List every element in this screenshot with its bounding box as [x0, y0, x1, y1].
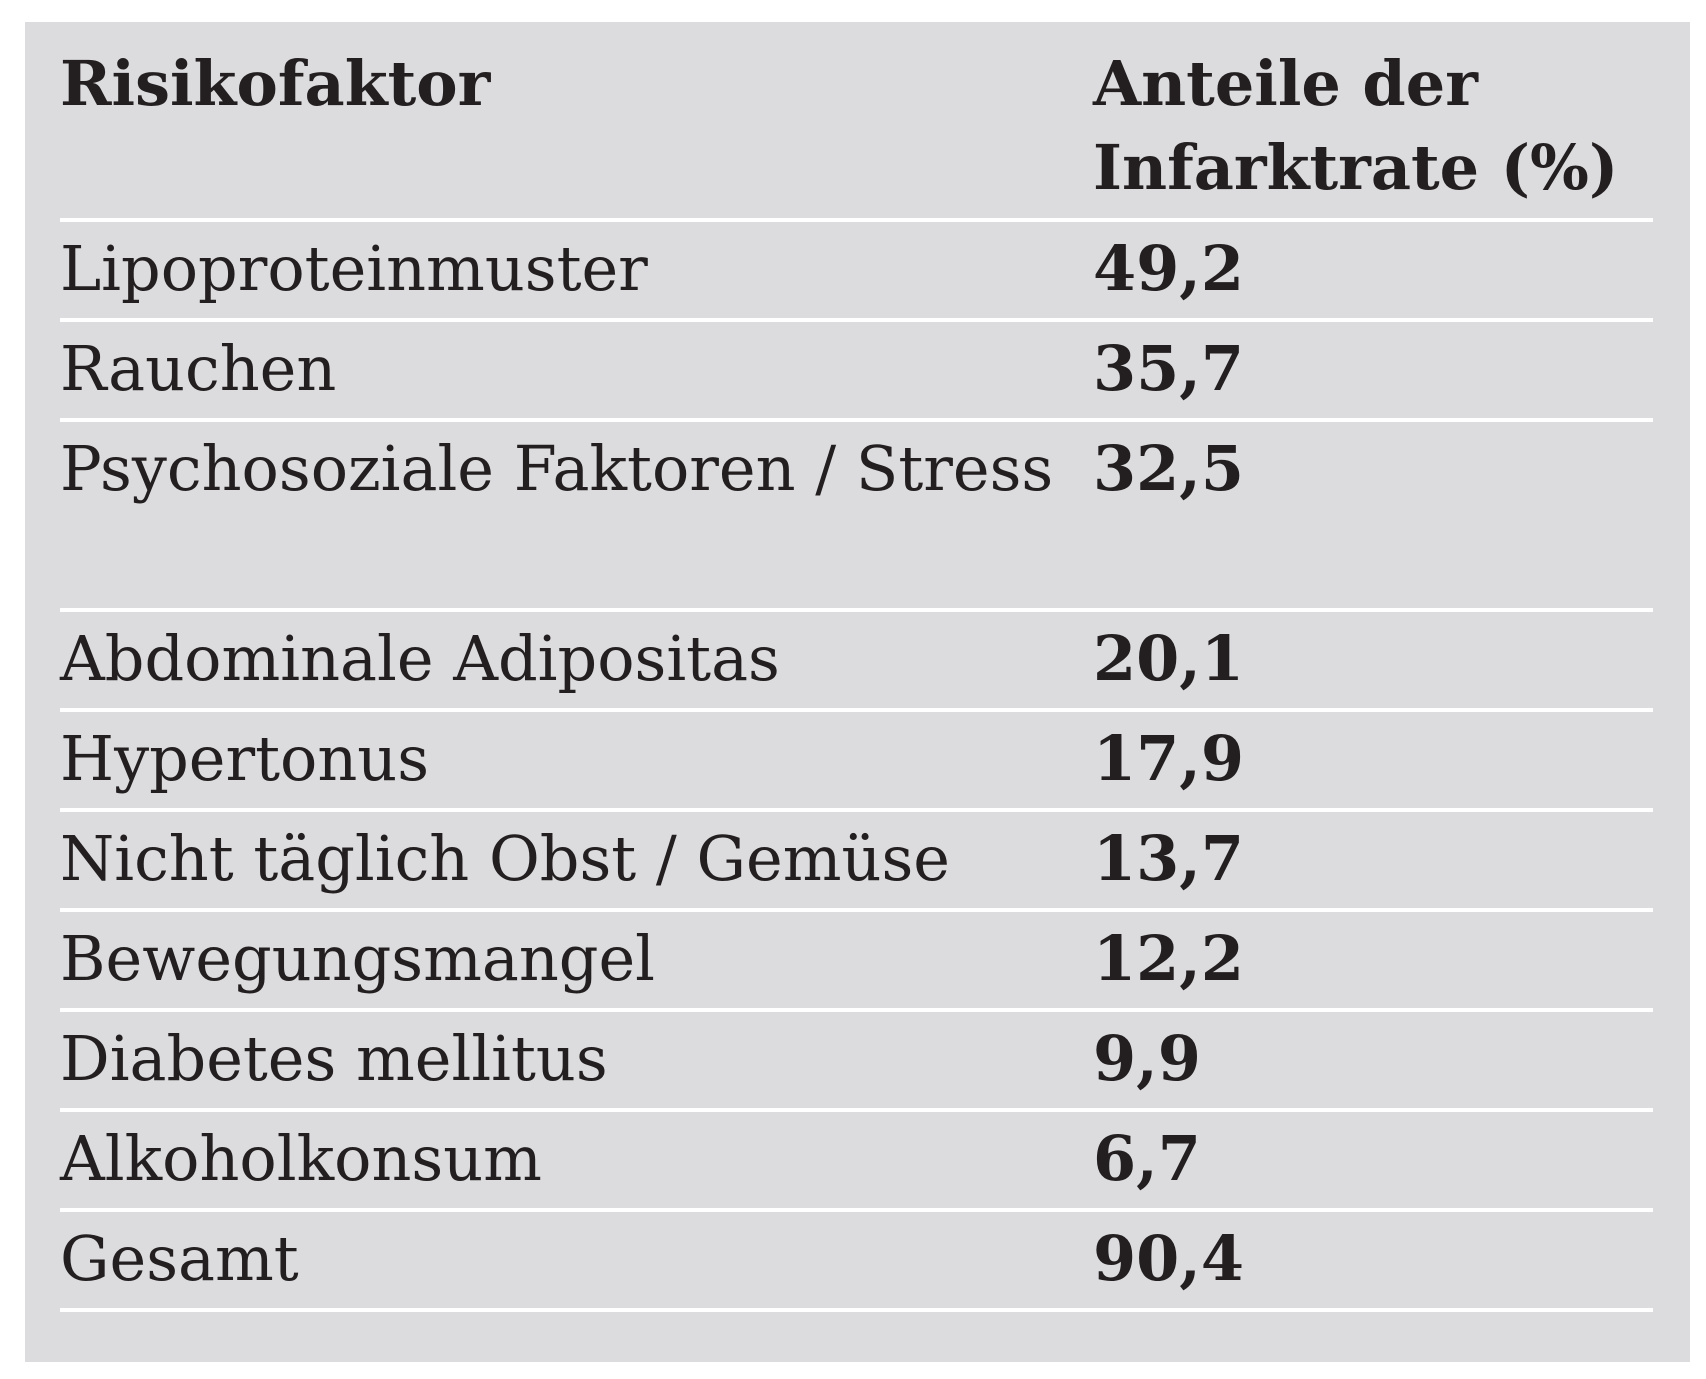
factor-cell: Hypertonus	[60, 710, 1093, 810]
factor-cell: Abdominale Adipositas	[60, 610, 1093, 710]
value-cell: 49,2	[1093, 220, 1653, 320]
table-row	[60, 710, 1653, 810]
table-row	[60, 610, 1653, 710]
table-row	[60, 1010, 1653, 1110]
table-panel	[25, 22, 1690, 1362]
table-row	[60, 1110, 1653, 1210]
factor-cell: Rauchen	[60, 320, 1093, 420]
factor-cell: Alkoholkonsum	[60, 1110, 1093, 1210]
value-cell: 20,1	[1093, 610, 1653, 710]
table-row	[60, 810, 1653, 910]
value-cell: 13,7	[1093, 810, 1653, 910]
table-row	[60, 320, 1653, 420]
factor-cell: Bewegungsmangel	[60, 910, 1093, 1010]
value-cell: 12,2	[1093, 910, 1653, 1010]
value-cell: 35,7	[1093, 320, 1653, 420]
table-row	[60, 910, 1653, 1010]
factor-cell: Diabetes mellitus	[60, 1010, 1093, 1110]
factor-cell: Lipoproteinmuster	[60, 220, 1093, 320]
value-cell: 17,9	[1093, 710, 1653, 810]
factor-cell: Psychosoziale Faktoren / Stress	[60, 420, 1093, 610]
factor-cell: Gesamt	[60, 1210, 1093, 1310]
risk-factor-table	[60, 22, 1653, 1312]
factor-cell: Nicht täglich Obst / Gemüse	[60, 810, 1093, 910]
header-risk-factor: Risikofaktor	[60, 22, 1093, 220]
value-cell: 90,4	[1093, 1210, 1653, 1310]
table-row	[60, 420, 1653, 610]
table-row	[60, 220, 1653, 320]
value-cell: 9,9	[1093, 1010, 1653, 1110]
table-row-total	[60, 1210, 1653, 1310]
header-row	[60, 22, 1653, 220]
value-cell: 6,7	[1093, 1110, 1653, 1210]
header-share-of-infarction-rate: Anteile der Infarktrate (%)	[1093, 22, 1653, 220]
value-cell: 32,5	[1093, 420, 1653, 610]
